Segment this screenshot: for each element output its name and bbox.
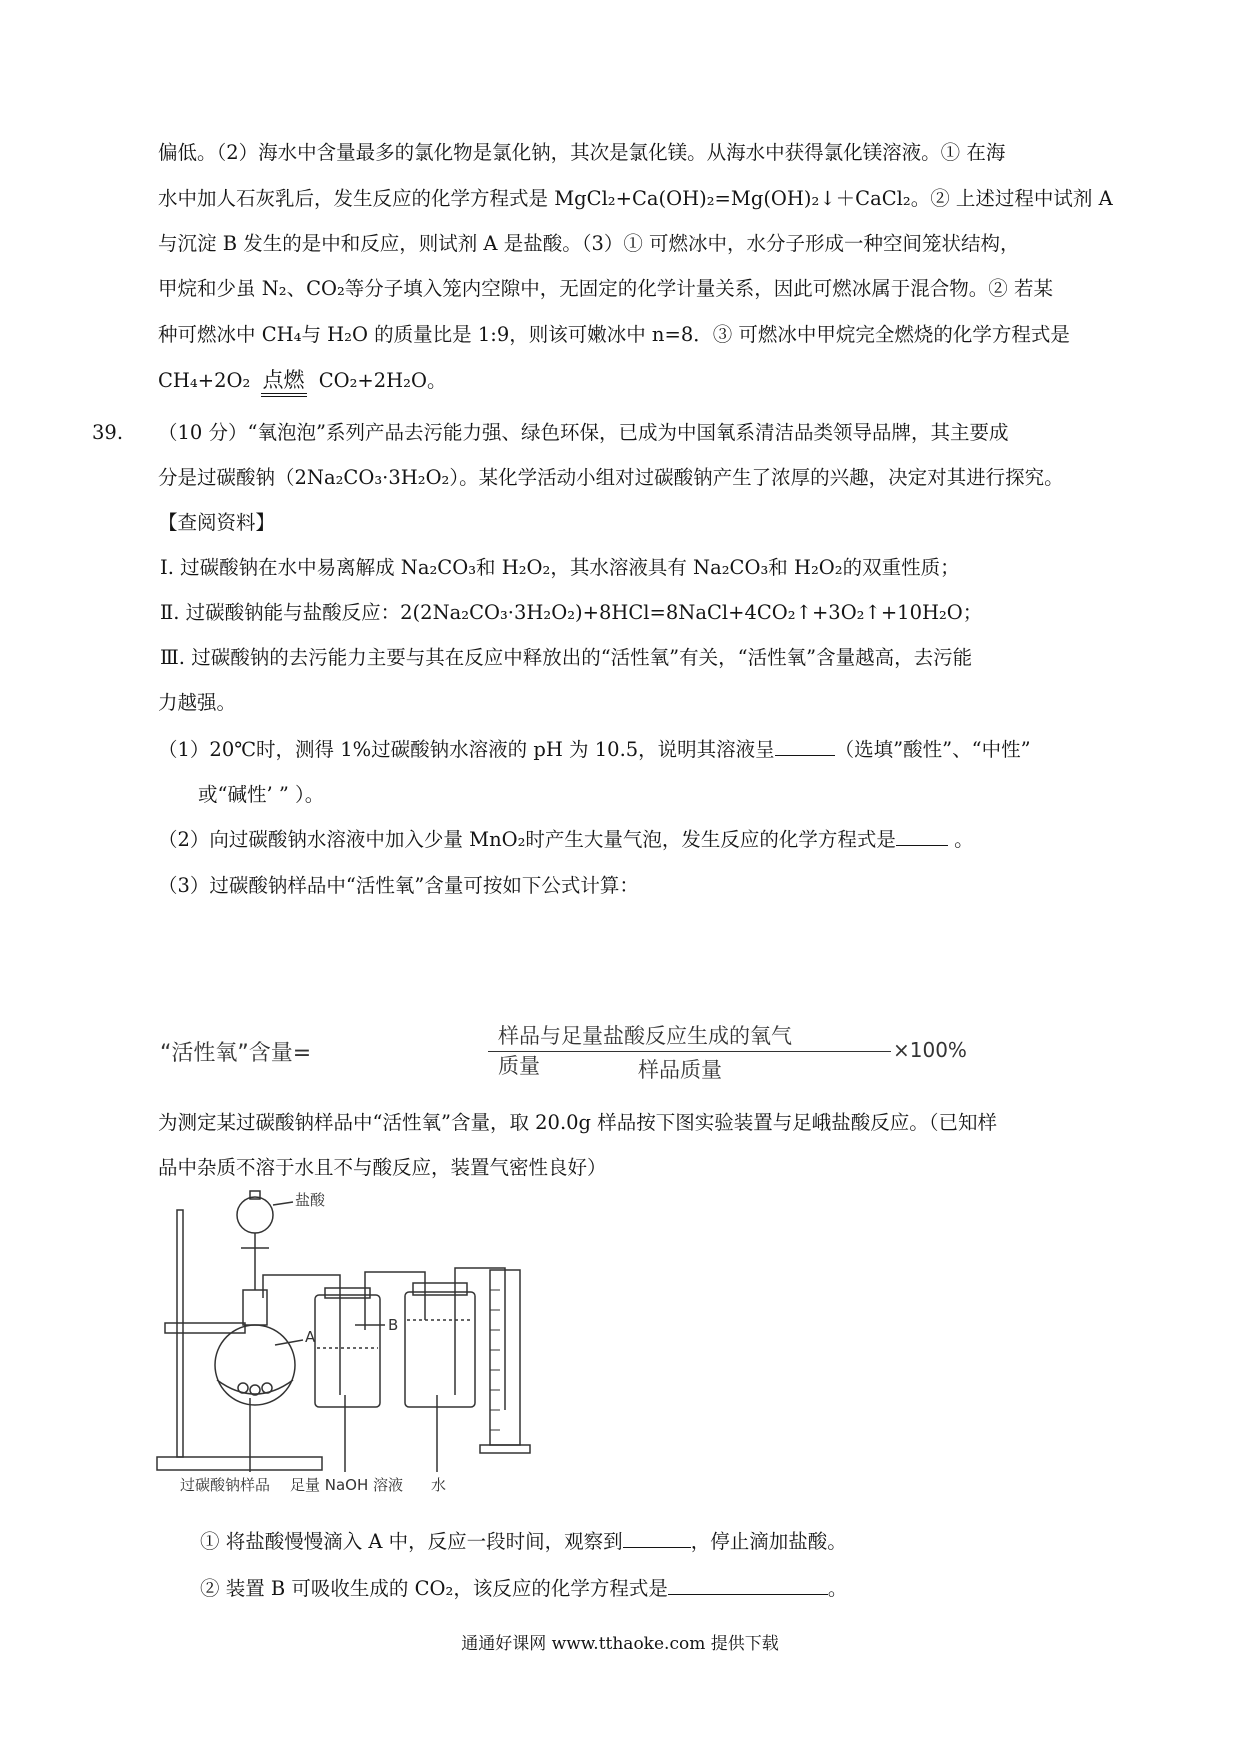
- answer-blank[interactable]: [896, 845, 948, 846]
- subquestion-1: [158, 735, 1133, 765]
- step-2: [200, 1574, 1175, 1604]
- question-number: 39.: [92, 421, 124, 444]
- reaction-condition: 点燃: [263, 365, 305, 399]
- experiment-apparatus-diagram: [155, 1180, 715, 1500]
- text-line: 分是过碳酸钠（2Na₂CO₃·3H₂O₂）。某化学活动小组对过碳酸钠产生了浓厚的兴趣，决定对其进行探究。: [158, 466, 1064, 489]
- reference-item: Ⅲ. 过碳酸钠的去污能力主要与其在反应中释放出的“活性氧”有关，“活性氧”含量越高，去污能: [160, 646, 973, 669]
- hcl-label: 盐酸: [295, 1191, 326, 1209]
- water-label: 水: [431, 1476, 447, 1494]
- subquestion-2: [158, 825, 1133, 855]
- bottle-b-label: B: [388, 1316, 399, 1334]
- outlet-tube: [455, 1268, 505, 1410]
- flask-a-label: A: [305, 1328, 316, 1346]
- text-line: 甲烷和少虽 N₂、CO₂等分子填入笼内空隙中，无固定的化学计量关系，因此可燃冰属于混合物。② 若某: [158, 277, 1054, 300]
- step-text: ② 装置 B 可吸收生成的 CO₂，该反应的化学方程式是: [200, 1577, 668, 1600]
- sample-label: 过碳酸钠样品: [180, 1476, 271, 1494]
- flask-a: [215, 1325, 295, 1405]
- bottle-b: [315, 1295, 380, 1407]
- water-bottle-stopper: [413, 1283, 467, 1295]
- section-heading: 【查阅资料】: [158, 511, 276, 534]
- combustion-equation: [158, 365, 1133, 399]
- separatory-funnel: [237, 1197, 273, 1233]
- text-line: （10 分）“氧泡泡”系列产品去污能力强、绿色环保，已成为中国氧系清洁品类领导品牌，其主要成: [158, 421, 1009, 444]
- answer-blank[interactable]: [623, 1547, 691, 1548]
- subquestion-3: （3）过碳酸钠样品中“活性氧”含量可按如下公式计算：: [158, 874, 639, 897]
- reference-item: Ⅰ. 过碳酸钠在水中易离解成 Na₂CO₃和 H₂O₂，其水溶液具有 Na₂CO₃和 H₂O₂的双重性质；: [160, 556, 960, 579]
- naoh-label: 足量 NaOH 溶液: [290, 1476, 404, 1494]
- step-text: 。: [827, 1577, 848, 1600]
- step-text: ，停止滴加盐酸。: [690, 1530, 847, 1553]
- text-line: 与沉淀 B 发生的是中和反应，则试剂 A 是盐酸。（3）① 可燃冰中，水分子形成一种空间笼状结构，: [158, 232, 1020, 255]
- water-bottle: [405, 1292, 475, 1407]
- subquestion-text: （选填”酸性”、“中性”: [834, 738, 1031, 761]
- text-line: 力越强。: [158, 691, 237, 714]
- text-line: 或“碱性’ ” ）。: [198, 783, 325, 806]
- answer-blank[interactable]: [668, 1594, 828, 1595]
- subquestion-text: （1）20℃时，测得 1%过碳酸钠水溶液的 pH 为 10.5，说明其溶液呈: [158, 738, 775, 761]
- text-line: 品中杂质不溶于水且不与酸反应，装置气密性良好）: [158, 1156, 607, 1179]
- text-line: 为测定某过碳酸钠样品中“活性氧”含量，取 20.0g 样品按下图实验装置与足峨盐酸反应。（已知样: [158, 1111, 997, 1134]
- formula-percent: ×100%: [893, 1038, 967, 1062]
- formula-denominator: 样品质量: [638, 1058, 722, 1082]
- connecting-tube: [365, 1272, 425, 1290]
- reference-item: Ⅱ. 过碳酸钠能与盐酸反应：2(2Na₂CO₃·3H₂O₂)+8HCl=8NaCl+4CO₂↑+3O₂↑+10H₂O；: [160, 601, 983, 624]
- fraction-bar: [488, 1051, 891, 1052]
- subquestion-text: 。: [947, 828, 974, 851]
- text-line: 偏低。（2）海水中含量最多的氯化物是氯化钠，其次是氯化镁。从海水中获得氯化镁溶液。① 在海: [158, 141, 1006, 164]
- text-line: 种可燃冰中 CH₄与 H₂O 的质量比是 1:9，则该可嫩冰中 n=8．③ 可燃冰中甲烷完全燃烧的化学方程式是: [158, 323, 1070, 346]
- answer-blank[interactable]: [775, 755, 835, 756]
- formula-numerator: 样品与足量盐酸反应生成的氧气质量: [498, 1024, 792, 1078]
- equation-reactants: CH₄+2O₂: [158, 369, 251, 392]
- equation-products: CO₂+2H₂O。: [318, 369, 447, 392]
- text-line: 水中加人石灰乳后，发生反应的化学方程式是 MgCl₂+Ca(OH)₂=Mg(OH)₂↓＋CaCl₂。② 上述过程中试剂 A: [158, 187, 1113, 210]
- subquestion-text: （2）向过碳酸钠水溶液中加入少量 MnO₂时产生大量气泡，发生反应的化学方程式是: [158, 828, 896, 851]
- formula-lhs: “活性氧”含量=: [160, 1041, 312, 1066]
- page-footer: 通通好课网 www.tthaoke.com 提供下载: [461, 1634, 779, 1654]
- active-oxygen-formula: [158, 1020, 967, 1084]
- step-text: ① 将盐酸慢慢滴入 A 中，反应一段时间，观察到: [200, 1530, 623, 1553]
- bottle-b-stopper: [325, 1288, 370, 1298]
- step-1: [200, 1527, 1175, 1557]
- stand-base: [157, 1457, 322, 1470]
